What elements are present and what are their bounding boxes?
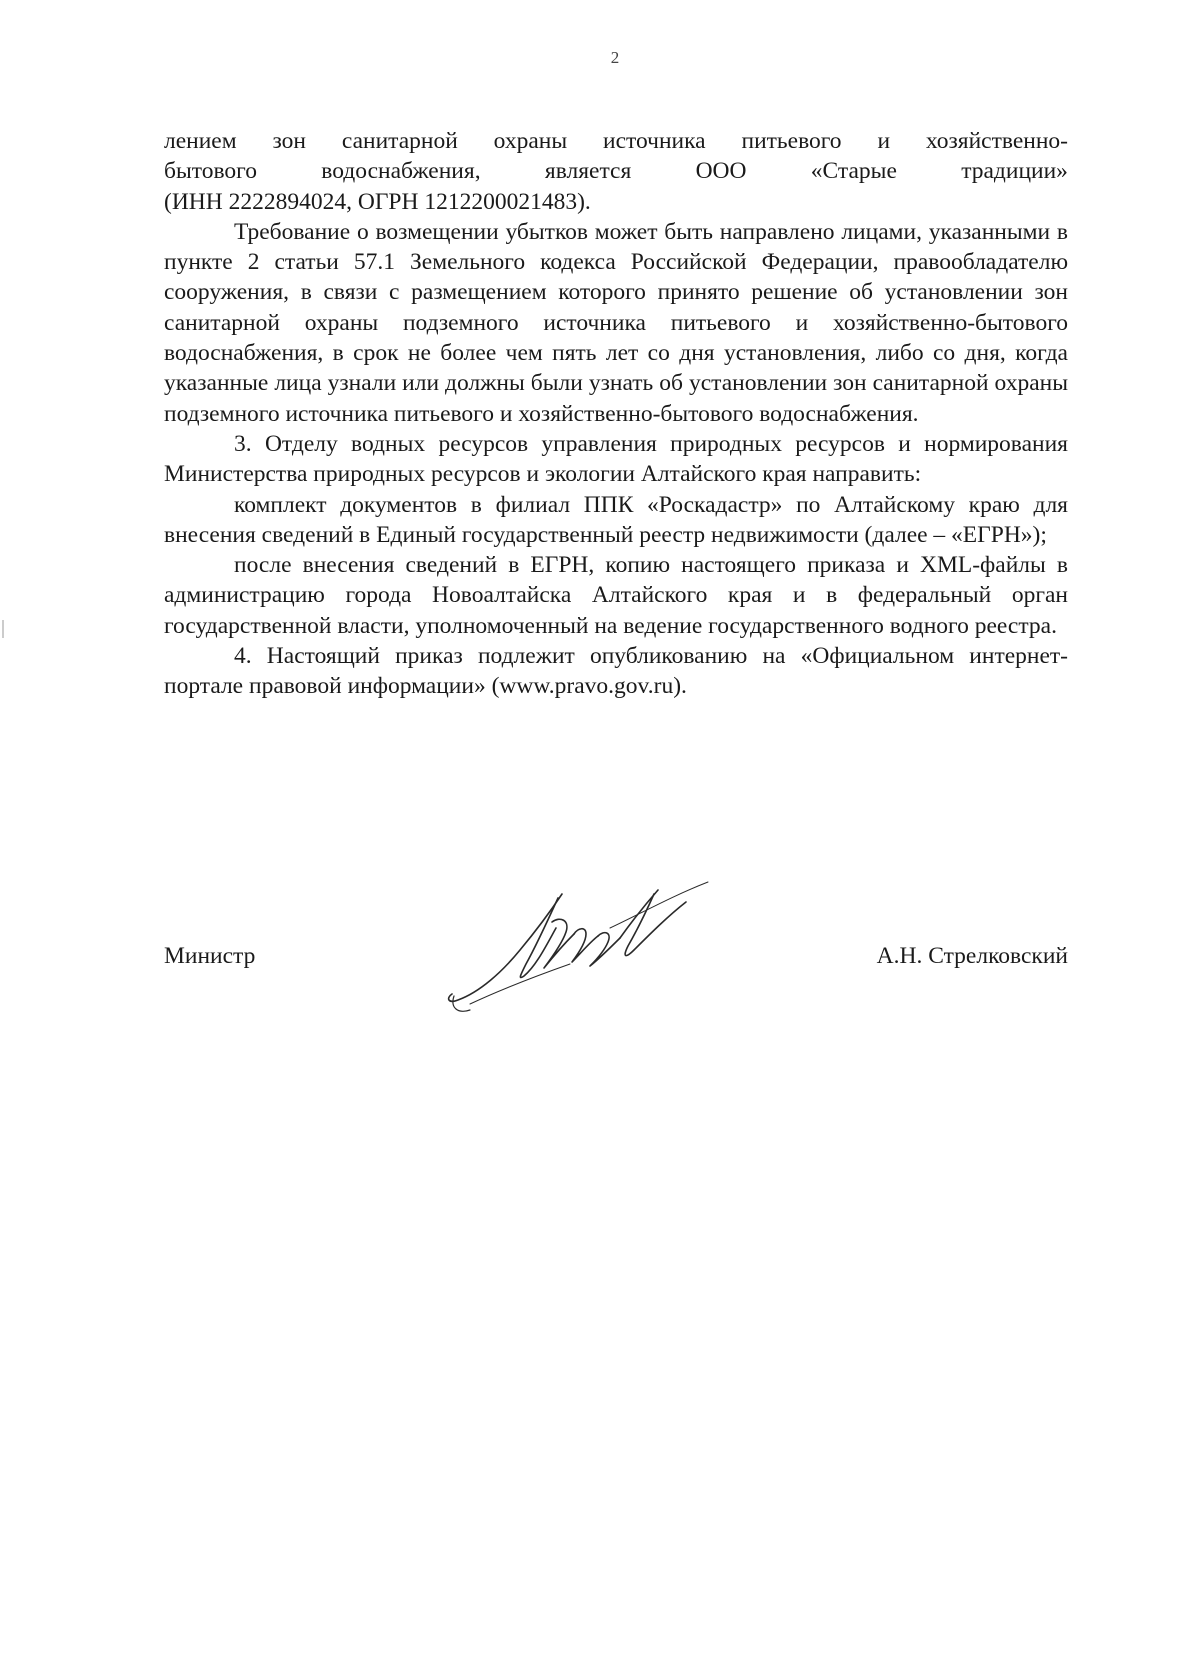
paragraph-after-egrn: после внесения сведений в ЕГРН, копию настоящего приказа и XML-файлы в администрацию города Новоалтайска Алтайского края и в федеральный орган государственной власти, уполномоченный на ведение государственного водного реестра. bbox=[164, 552, 1068, 639]
word: бытового bbox=[164, 158, 257, 185]
word: ООО bbox=[695, 158, 747, 185]
word: водоснабжения, bbox=[321, 158, 481, 185]
page-number: 2 bbox=[610, 48, 620, 67]
paragraph-1-line-1: лением зон санитарной охраны источника питьевого и хозяйственно- bbox=[164, 128, 1068, 154]
signatory-title: Министр bbox=[164, 943, 256, 969]
signature-row bbox=[164, 943, 1068, 983]
paragraph-item-4: 4. Настоящий приказ подлежит опубликованию на «Официальном интернет-портале правовой информации» (www.pravo.gov.ru). bbox=[164, 643, 1068, 700]
signatory-name: А.Н. Стрелковский bbox=[876, 943, 1068, 969]
paragraph-documents-set: комплект документов в филиал ППК «Роскадастр» по Алтайскому краю для внесения сведений в Единый государственный реестр недвижимости (далее – «ЕГРН»); bbox=[164, 491, 1068, 548]
word: традиции» bbox=[961, 158, 1068, 185]
word: является bbox=[544, 158, 632, 185]
paragraph-1-line-3: (ИНН 2222894024, ОГРН 1212200021483). bbox=[164, 188, 591, 215]
paragraph-item-3: 3. Отделу водных ресурсов управления природных ресурсов и нормирования Министерства природных ресурсов и экологии Алтайского края направить: bbox=[164, 430, 1068, 488]
document-body bbox=[164, 126, 1068, 702]
paragraph-1-line-2 bbox=[164, 156, 1068, 186]
word: «Старые bbox=[810, 158, 897, 185]
paragraph-damages: Требование о возмещении убытков может быть направлено лицами, указанными в пункте 2 статьи 57.1 Земельного кодекса Российской Федерации, правообладателю сооружения, в связи с размещением которого принято решение об установлении зон санитарной охраны подземного источника питьевого и хозяйственно-бытового водоснабжения, в срок не более чем пять лет со дня установления, либо со дня, когда указанные лица узнали или должны были узнать об установлении зон санитарной охраны подземного источника питьевого и хозяйственно-бытового водоснабжения. bbox=[164, 218, 1068, 427]
scan-artifact bbox=[2, 620, 4, 638]
